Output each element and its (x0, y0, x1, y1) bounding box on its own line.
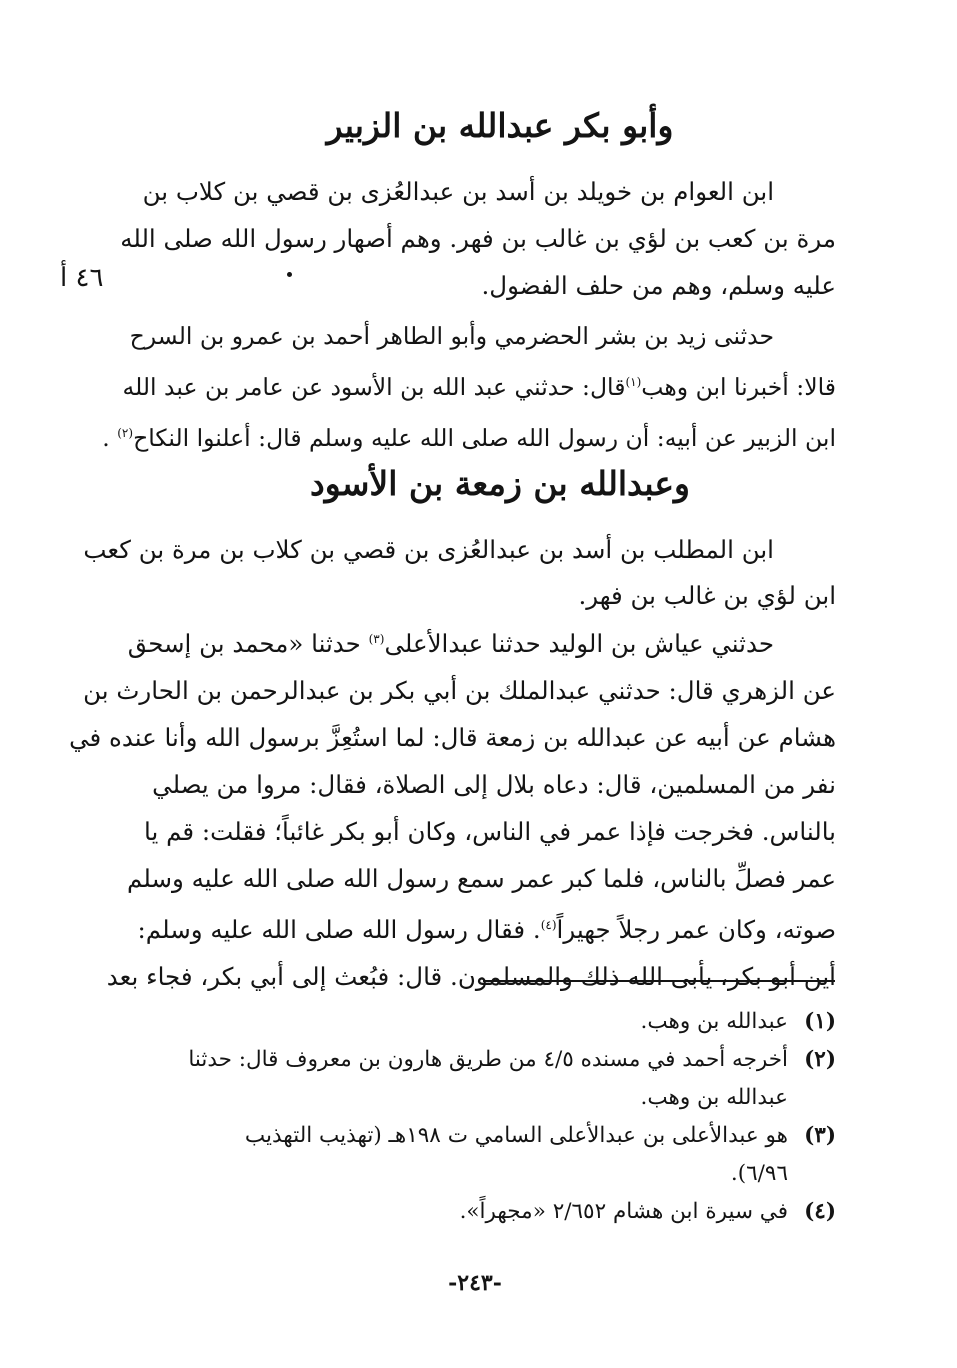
text-fragment: . (102, 423, 118, 452)
text-line (102, 410, 836, 461)
text-line: ابن لؤي بن غالب بن فهر. (578, 581, 836, 610)
text-line: ابن العوام بن خويلد بن أسد بن عبدالعُزى بن قصي بن كلاب بن (142, 177, 774, 206)
text-fragment: قالا: أخبرنا ابن وهب (641, 372, 836, 401)
text-line: أين أبو بكر، يأبى الله ذلك والمسلمون. قال: فبُعث إلى أبي بكر، فجاء بعد (106, 962, 836, 992)
footnote-2 (128, 1041, 836, 1117)
footnotes (128, 1003, 836, 1231)
text-line: عن الزهري قال: حدثني عبدالملك بن أبي بكر بن عبدالرحمن بن الحارث بن (83, 676, 836, 706)
text-fragment: ابن الزبير عن أبيه: أن رسول الله صلى الله عليه وسلم قال: أعلنوا النكاح (133, 423, 836, 452)
text-line: مرة بن كعب بن لؤي بن غالب بن فهر. وهم أصهار رسول الله صلى الله (120, 224, 836, 253)
footnote-number: (٣) (804, 1123, 836, 1148)
footnote-text (128, 1003, 788, 1041)
text-line (122, 359, 836, 410)
text-line (128, 616, 836, 667)
text-fragment: حدثني عياش بن الوليد حدثنا عبدالأعلى (384, 629, 774, 659)
text-line: بالناس. فخرجت فإذا عمر في الناس، وكان أبو بكر غائباً؛ فقلت: قم يا (144, 817, 836, 847)
footnote-line: أخرجه أحمد في مسنده ٤/٥ من طريق هارون بن معروف قال: حدثنا (188, 1047, 788, 1072)
text-line: عمر فصلِّ بالناس، فلما كبر عمر سمع رسول الله صلى الله عليه وسلم (127, 864, 836, 894)
page-number: -٢٤٣- (448, 1270, 502, 1296)
text-line: حدثنى زيد بن بشر الحضرمي وأبو الطاهر أحمد بن عمرو بن السرح (129, 322, 774, 350)
ink-dot (287, 272, 292, 277)
text-fragment: قال: حدثني عبد الله بن الأسود عن عامر بن عبد الله (122, 372, 626, 401)
footnote-ref-1[interactable]: (١) (625, 375, 642, 389)
footnote-number: (١) (804, 1009, 836, 1034)
text-line: نفر من المسلمين، قال: دعاه بلال إلى الصلاة، فقال: مروا من يصلي (152, 770, 836, 800)
footnote-text (128, 1117, 788, 1193)
footnote-line: عبدالله بن وهب. (640, 1009, 788, 1034)
marginal-folio-note: ٤٦ أ (60, 263, 104, 293)
footnote-line: هو عبدالأعلى بن عبدالأعلى السامي ت ١٩٨هـ (تهذيب التهذيب (244, 1123, 788, 1148)
footnote-number: (٢) (804, 1047, 836, 1072)
text-line: ابن المطلب بن أسد بن عبدالعُزى بن قصي بن كلاب بن مرة بن كعب (83, 535, 774, 564)
paragraph-hadith-1 (102, 313, 836, 461)
paragraph-lineage-1 (120, 168, 836, 309)
footnote-separator (483, 980, 835, 982)
footnote-number: (٤) (804, 1199, 836, 1224)
footnote-4 (128, 1193, 836, 1231)
paragraph-hadith-2 (69, 616, 836, 1000)
section-heading-1: وأبو بكر عبدالله بن الزبير (326, 106, 674, 145)
footnote-ref-4[interactable]: (٤) (540, 918, 557, 933)
text-line (128, 902, 836, 953)
section-heading-2: وعبدالله بن زمعة بن الأسود (310, 464, 690, 503)
footnote-ref-3[interactable]: (٣) (368, 632, 385, 646)
footnote-line: في سيرة ابن هشام ٢/٦٥٢ «مجهراً». (459, 1199, 788, 1224)
footnote-3 (128, 1117, 836, 1193)
footnote-1 (128, 1003, 836, 1041)
text-fragment: صوته، وكان عمر رجلاً جهيراً (556, 915, 836, 945)
footnote-continuation: عبدالله بن وهب. (640, 1085, 788, 1110)
footnote-text (128, 1041, 788, 1117)
text-fragment: . فقال رسول الله صلى الله عليه وسلم: (137, 915, 541, 945)
text-line: هشام عن أبيه عن عبدالله بن زمعة قال: لما استُعِزَّ برسول الله وأنا عنده في (69, 723, 836, 753)
text-line: عليه وسلم، وهم من حلف الفضول. (481, 271, 836, 300)
footnote-continuation: ٦/٩٦). (730, 1161, 788, 1186)
footnote-ref-2[interactable]: (٢) (117, 425, 134, 440)
footnote-text (128, 1193, 788, 1231)
text-fragment: حدثنا «محمد بن إسحق (127, 629, 369, 659)
paragraph-lineage-2 (83, 527, 836, 619)
